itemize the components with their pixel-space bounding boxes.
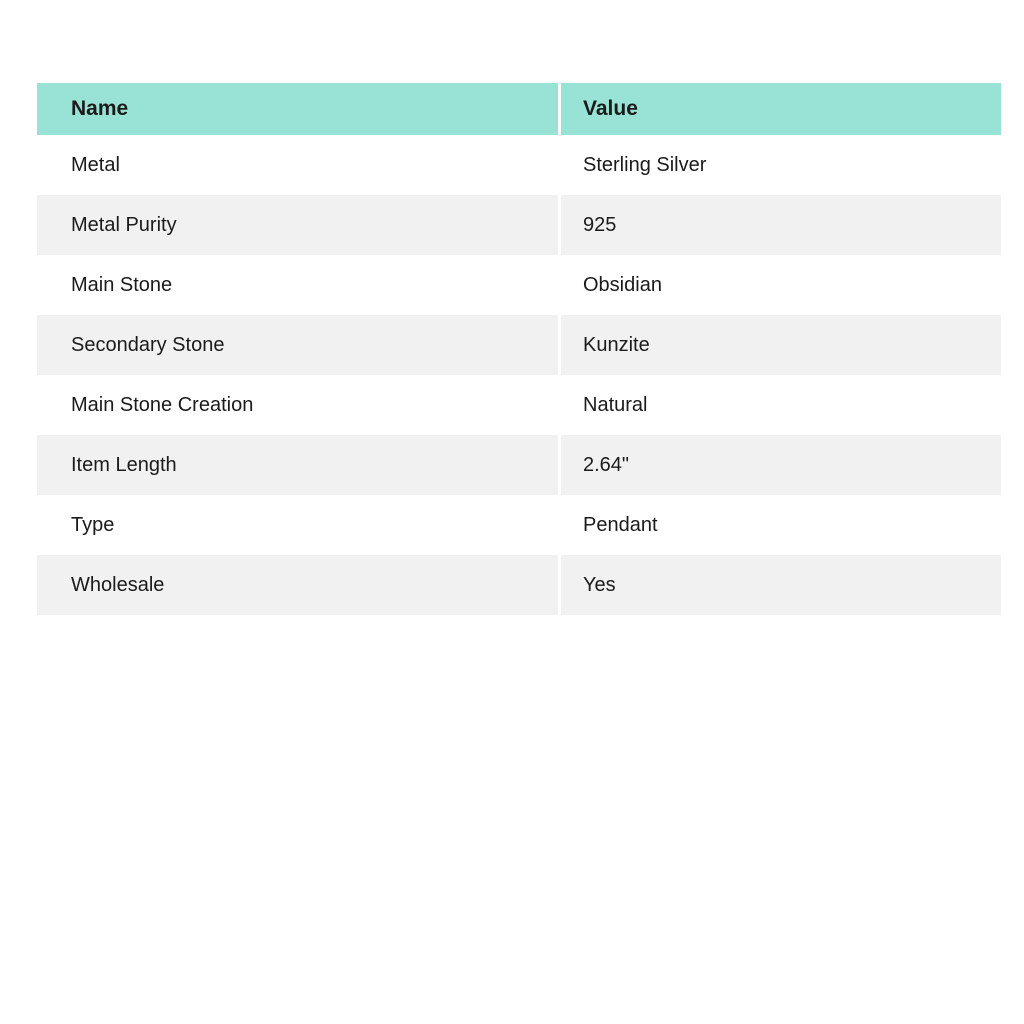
attribute-name-cell: Main Stone Creation — [37, 375, 560, 435]
attribute-name-cell: Metal — [37, 135, 560, 195]
attribute-name-cell: Item Length — [37, 435, 560, 495]
attribute-name-cell: Secondary Stone — [37, 315, 560, 375]
table-row — [37, 255, 1001, 315]
attribute-value-cell: Obsidian — [583, 273, 662, 296]
table-body — [37, 135, 1001, 615]
attribute-name-cell: Main Stone — [37, 255, 560, 315]
table-row — [37, 495, 1001, 555]
attribute-value-cell: Kunzite — [583, 333, 650, 356]
attribute-value-cell: 2.64" — [583, 453, 630, 476]
column-header-name: Name — [37, 83, 560, 135]
table-row — [37, 555, 1001, 615]
table-row — [37, 435, 1001, 495]
attribute-value-cell: Sterling Silver — [583, 153, 707, 176]
table-header-row — [37, 83, 1001, 135]
table-row — [37, 375, 1001, 435]
table-row — [37, 135, 1001, 195]
table-row — [37, 195, 1001, 255]
table-header — [37, 83, 1001, 135]
attribute-name-cell: Wholesale — [37, 555, 560, 615]
attribute-value-cell: Yes — [583, 573, 616, 596]
attribute-value-cell: Pendant — [583, 513, 658, 536]
column-header-value: Value — [560, 83, 1002, 135]
product-attributes-table — [37, 83, 1001, 615]
attribute-value-cell: Natural — [583, 393, 648, 416]
attribute-name-cell: Type — [37, 495, 560, 555]
attribute-value-cell: 925 — [583, 213, 617, 236]
attribute-name-cell: Metal Purity — [37, 195, 560, 255]
table-row — [37, 315, 1001, 375]
